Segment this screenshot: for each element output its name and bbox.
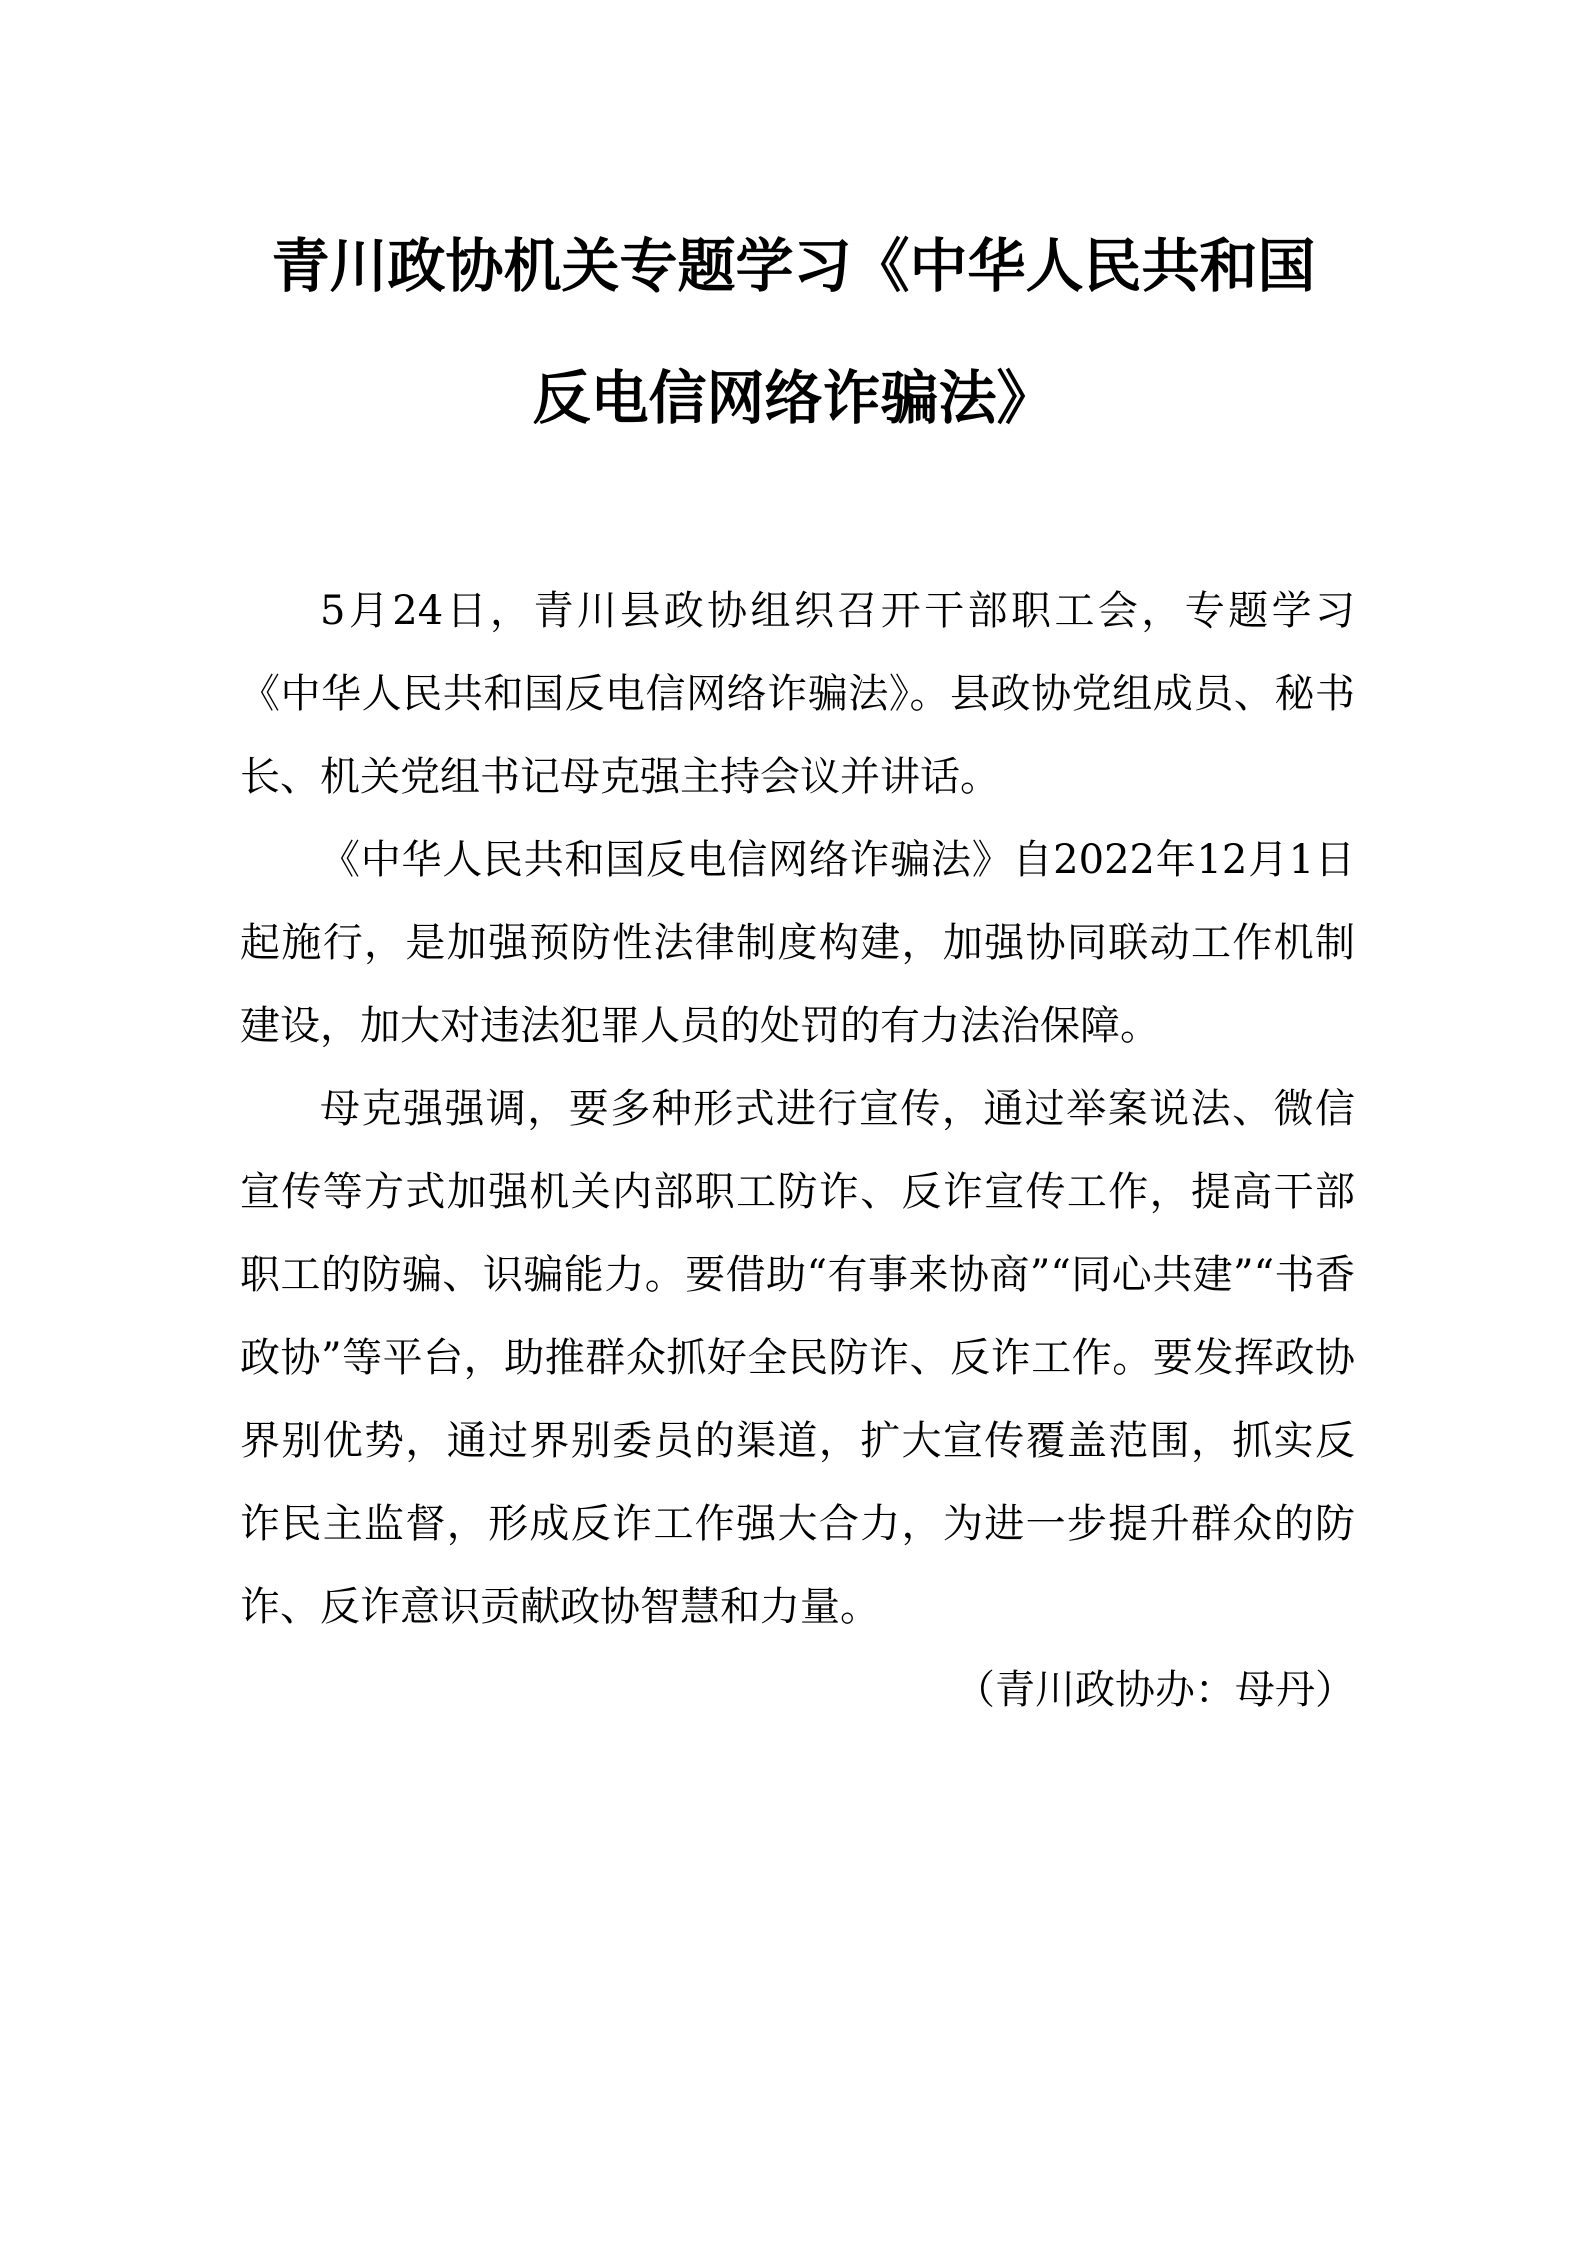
document-body	[240, 570, 1355, 1732]
paragraph-3: 母克强强调，要多种形式进行宣传，通过举案说法、微信宣传等方式加强机关内部职工防诈、反诈宣传工作，提高干部职工的防骗、识骗能力。要借助“有事来协商”“同心共建”“书香政协”等平台，助推群众抓好全民防诈、反诈工作。要发挥政协界别优势，通过界别委员的渠道，扩大宣传覆盖范围，抓实反诈民主监督，形成反诈工作强大合力，为进一步提升群众的防诈、反诈意识贡献政协智慧和力量。	[240, 1086, 1355, 1630]
paragraph-2: 《中华人民共和国反电信网络诈骗法》自2022年12月1日起施行，是加强预防性法律制度构建，加强协同联动工作机制建设，加大对违法犯罪人员的处罚的有力法治保障。	[240, 837, 1355, 1049]
signature: （青川政协办：母丹）	[955, 1667, 1355, 1713]
document-title	[200, 200, 1387, 464]
paragraph-1: 5月24日，青川县政协组织召开干部职工会，专题学习《中华人民共和国反电信网络诈骗法》。县政协党组成员、秘书长、机关党组书记母克强主持会议并讲话。	[240, 588, 1355, 800]
title-line-1: 青川政协机关专题学习《中华人民共和国	[271, 232, 1316, 300]
title-line-2: 反电信网络诈骗法》	[532, 364, 1055, 432]
